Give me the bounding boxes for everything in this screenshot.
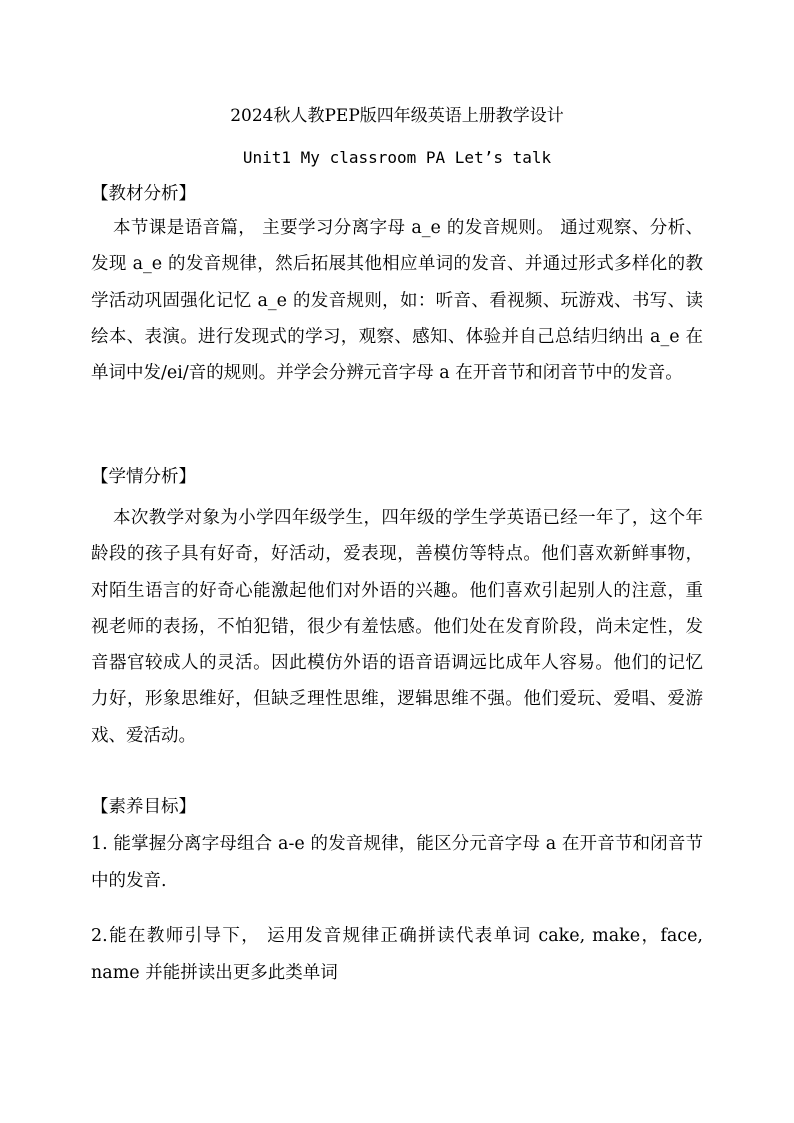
section-heading-literacy-goals: 【素养目标】: [91, 797, 196, 817]
section-paragraph-textbook-analysis: 本节课是语音篇， 主要学习分离字母 a_e 的发音规则。 通过观察、分析、发现 a_e 的发音规律，然后拓展其他相应单词的发音、并通过形式多样化的教学活动巩固强化记忆 a_e 的发音规则，如：听音、看视频、玩游戏、书写、读绘本、表演。进行发现式的学习，观察、感知、体验并自己总结归纳出 a_e 在单词中发/ei/音的规则。并学会分辨元音字母 a 在开音节和闭音节中的发音。: [91, 218, 703, 384]
section-heading-student-analysis: 【学情分析】: [91, 467, 196, 487]
goal-item-1: 1. 能掌握分离字母组合 a-e 的发音规律，能区分元音字母 a 在开音节和闭音节中的发音.: [91, 834, 703, 891]
section-heading-textbook-analysis: 【教材分析】: [91, 184, 196, 204]
document-title: 2024秋人教PEP版四年级英语上册教学设计: [230, 106, 564, 126]
section-paragraph-student-analysis: 本次教学对象为小学四年级学生，四年级的学生学英语已经一年了，这个年龄段的孩子具有好奇，好活动，爱表现，善模仿等特点。他们喜欢新鲜事物，对陌生语言的好奇心能激起他们对外语的兴趣。他们喜欢引起别人的注意，重视老师的表扬，不怕犯错，很少有羞怯感。他们处在发育阶段，尚未定性，发音器官较成人的灵活。因此模仿外语的语音语调远比成年人容易。他们的记忆力好，形象思维好，但缺乏理性思维，逻辑思维不强。他们爱玩、爱唱、爱游戏、爱活动。: [91, 508, 703, 746]
goal-item-2: 2.能在教师引导下， 运用发音规律正确拼读代表单词 cake, make，face, name 并能拼读出更多此类单词: [91, 926, 703, 983]
document-subtitle: Unit1 My classroom PA Let’s talk: [242, 148, 552, 167]
